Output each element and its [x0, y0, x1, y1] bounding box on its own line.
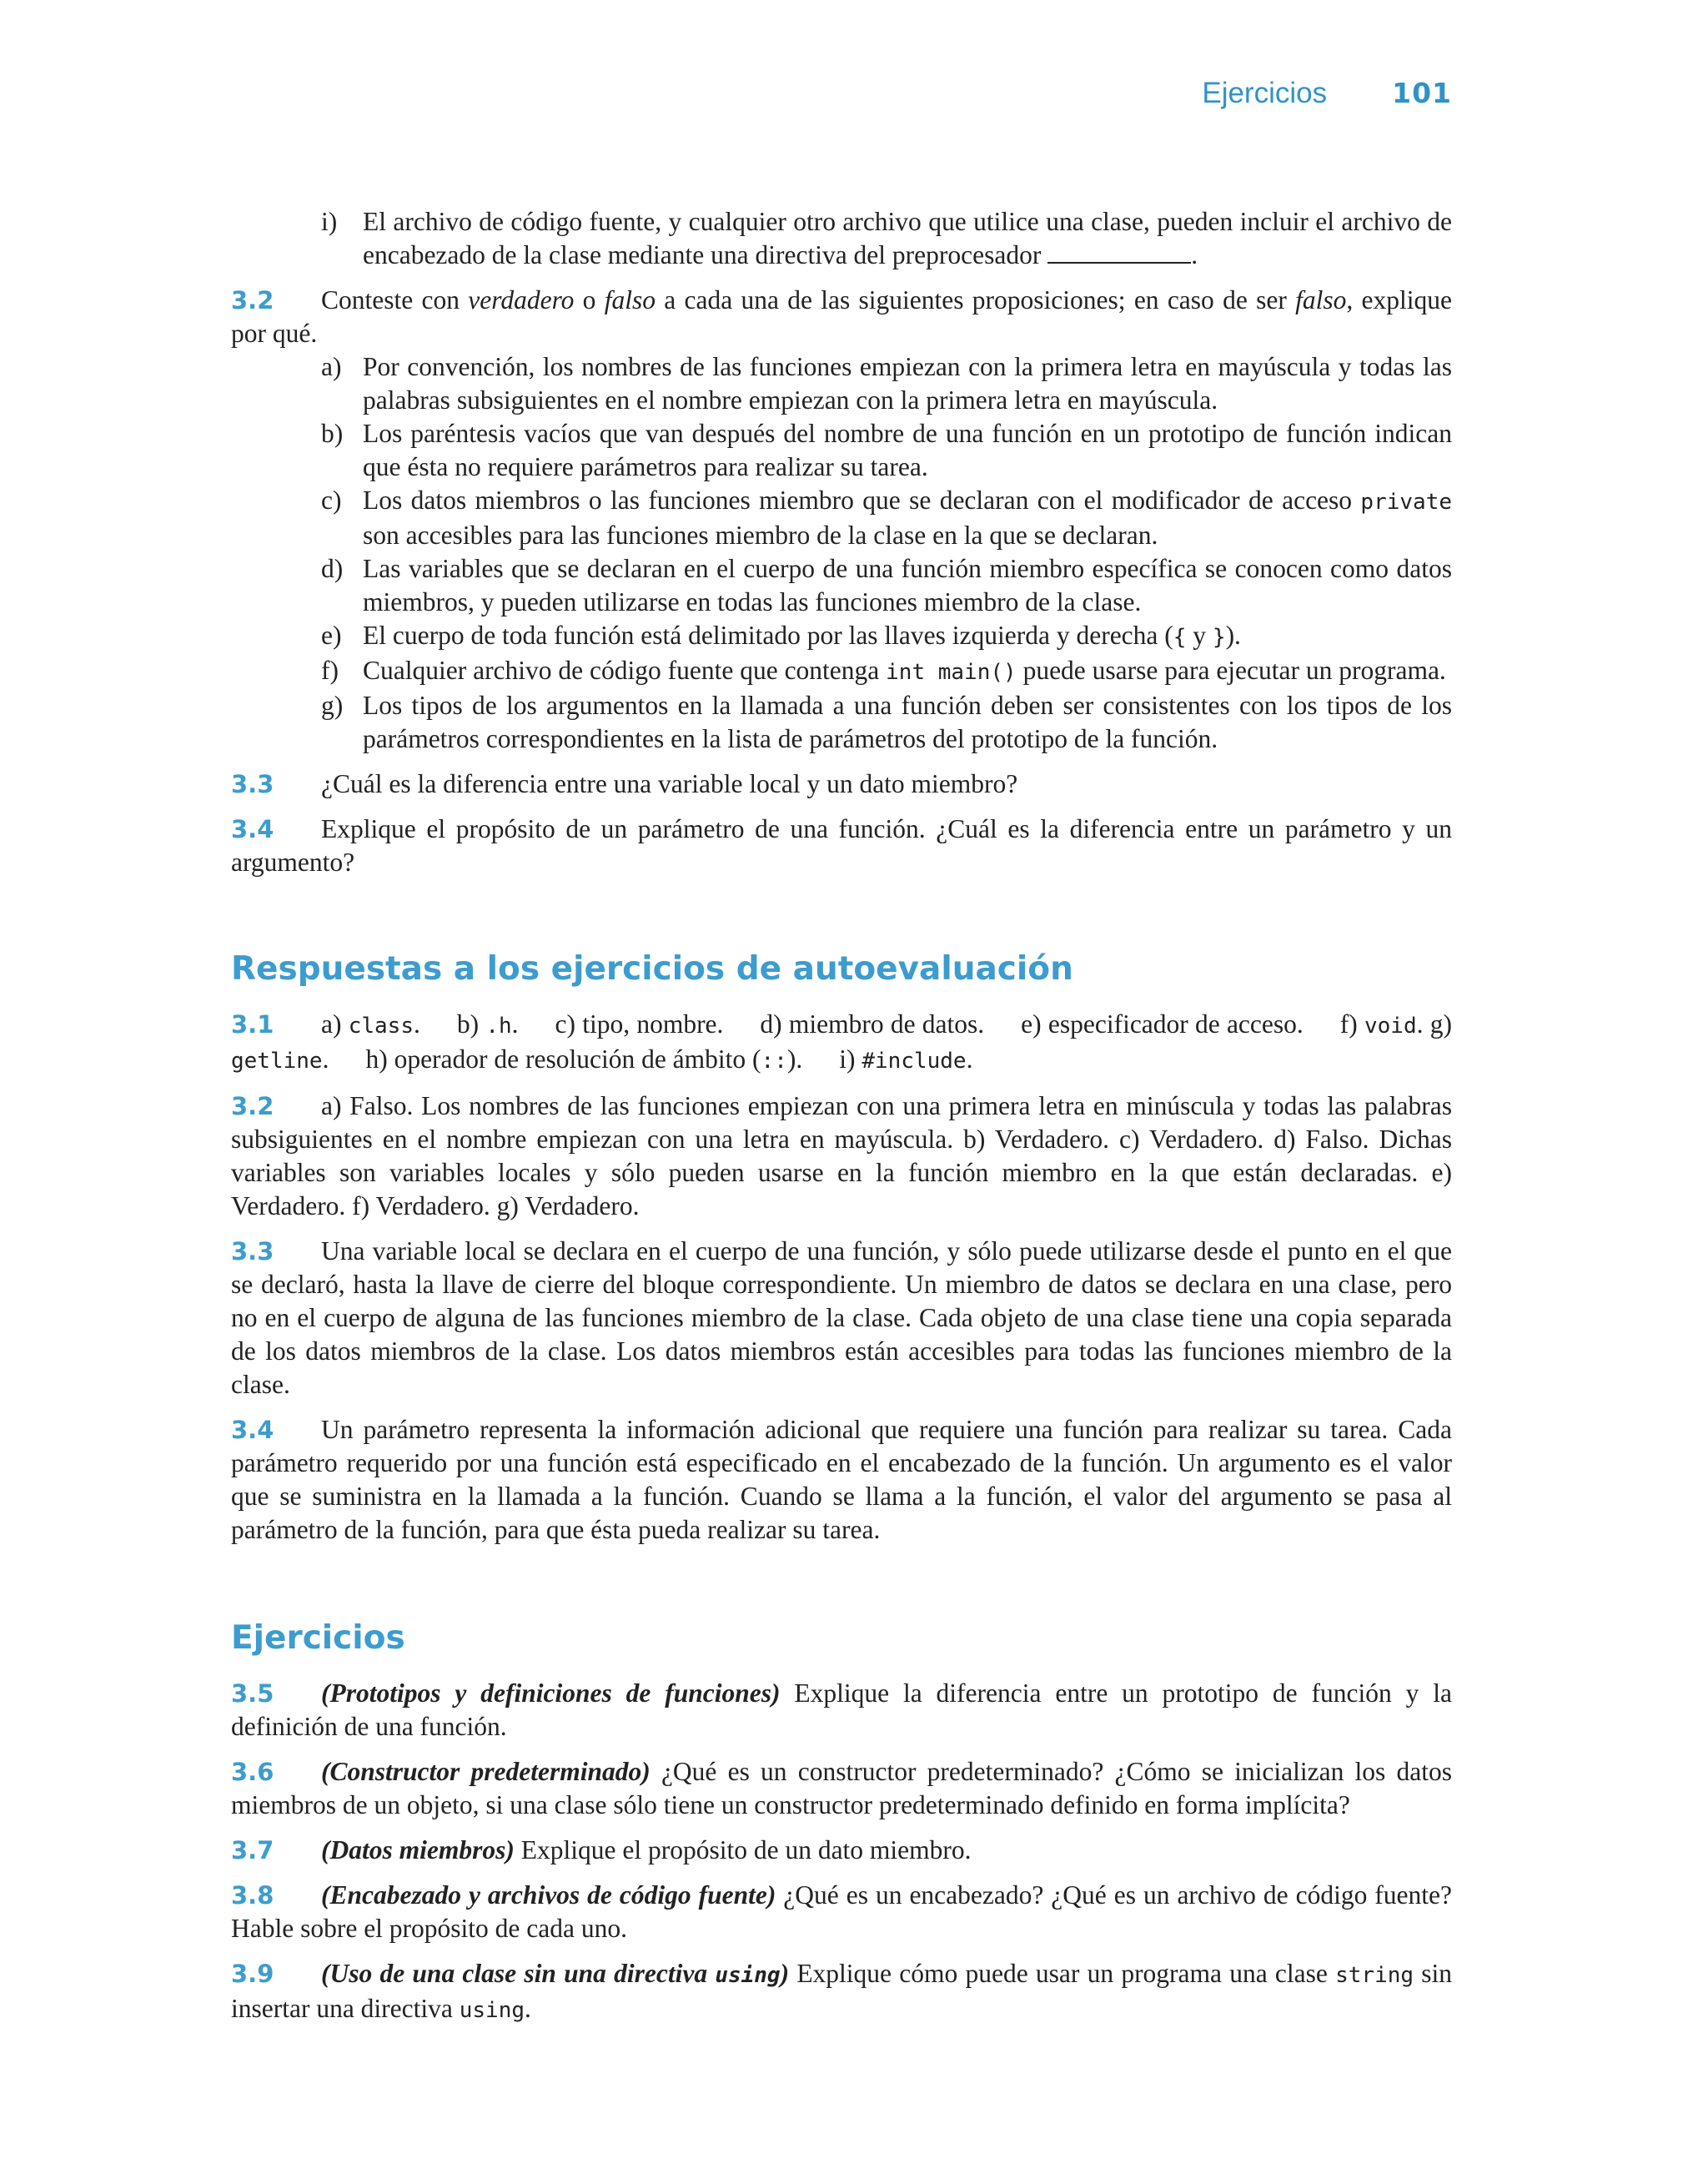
page-header	[1202, 77, 1452, 110]
answers-section-title: Respuestas a los ejercicios de autoevaluación	[231, 950, 1073, 988]
answer-3-3: 3.3 Una variable local se declara en el cuerpo de una función, y sólo puede utilizarse desde el punto en el que se declaró, hasta la llave de cierre del bloque correspondiente. Un miembro de datos se declara en una clase, pero no en el cuerpo de alguna de las funciones miembro de la clase. Cada objeto de una clase tiene una copia separada de los datos miembros de la clase. Los datos miembros están accesibles para todas las funciones miembro de la clase.	[231, 1236, 1452, 1399]
exercises-section-title: Ejercicios	[231, 1619, 405, 1657]
exercise-number: 3.5	[231, 1679, 274, 1708]
exercise-3-2-items	[321, 350, 1452, 756]
answer-number: 3.1	[231, 1010, 274, 1039]
list-item: b) Los paréntesis vacíos que van después del nombre de una función en un prototipo de función indican que ésta no requiere parámetros para realizar su tarea.	[321, 419, 1452, 481]
answer-3-4: 3.4 Un parámetro representa la información adicional que requiere una función para realizar su tarea. Cada parámetro requerido por una función está especificado en el encabezado de la función. Un argumento es el valor que se suministra en la llamada a la función. Cuando se llama a la función, el valor del argumento se pasa al parámetro de la función, para que ésta pueda realizar su tarea.	[231, 1415, 1452, 1544]
exercise-title: (Uso de una clase sin una directiva using)	[321, 1959, 790, 1988]
answer-number: 3.4	[231, 1416, 274, 1444]
exercise-number: 3.8	[231, 1881, 274, 1910]
exercise-title: (Constructor predeterminado)	[321, 1757, 651, 1786]
answer-3-2: 3.2 a) Falso. Los nombres de las funciones empiezan con una primera letra en minúscula y todas las palabras subsiguientes en el nombre empiezan con una letra en mayúscula. b) Verdadero. c) Verdadero. d) Falso. Dichas variables son variables locales y sólo pueden usarse en la función miembro en la que están declaradas. e) Verdadero. f) Verdadero. g) Verdadero.	[231, 1091, 1452, 1220]
page-content	[231, 205, 1452, 2039]
exercise-number: 3.6	[231, 1758, 274, 1786]
item-label: i)	[321, 207, 338, 236]
exercise-number: 3.7	[231, 1836, 274, 1864]
item-text: El archivo de código fuente, y cualquier otro archivo que utilice una clase, pueden incluir el archivo de encabezado de la clase mediante una directiva del preprocesador .	[363, 207, 1452, 269]
exercise-3-1-continued	[321, 205, 1452, 272]
list-item: d) Las variables que se declaran en el cuerpo de una función miembro específica se conocen como datos miembros, y pueden utilizarse en todas las funciones miembro de la clase.	[321, 554, 1452, 616]
exercise-title: (Encabezado y archivos de código fuente)	[321, 1880, 776, 1910]
list-item: e) El cuerpo de toda función está delimitado por las llaves izquierda y derecha ({ y }).	[321, 621, 1241, 650]
exercise-3-4: 3.4 Explique el propósito de un parámetro de una función. ¿Cuál es la diferencia entre un parámetro y un argumento?	[231, 814, 1452, 877]
list-item: a) Por convención, los nombres de las funciones empiezan con la primera letra en mayúscula y todas las palabras subsiguientes en el nombre empiezan con la primera letra en mayúscula.	[321, 352, 1452, 415]
code-brace: }	[1212, 625, 1226, 650]
code-keyword: int main()	[886, 660, 1017, 685]
list-item: f) Cualquier archivo de código fuente que contenga int main() puede usarse para ejecutar un programa.	[321, 656, 1446, 685]
exercise-3-5: 3.5 (Prototipos y definiciones de funciones) Explique la diferencia entre un prototipo de función y la definición de una función.	[231, 1678, 1452, 1741]
exercise-3-6: 3.6 (Constructor predeterminado) ¿Qué es un constructor predeterminado? ¿Cómo se inicializan los datos miembros de un objeto, si una clase sólo tiene un constructor predeterminado definido en forma implícita?	[231, 1757, 1452, 1819]
code-brace: {	[1173, 625, 1187, 650]
answer-3-1: 3.1 a) class. b) .h. c) tipo, nombre. d) miembro de datos. e) especificador de acceso. f) void. g) getline. h) operador de resolución de ámbito (::). i) #include.	[231, 1009, 1452, 1074]
exercise-3-7: 3.7 (Datos miembros) Explique el propósito de un dato miembro.	[231, 1834, 1452, 1867]
answer-number: 3.3	[231, 1237, 274, 1266]
exercise-number: 3.9	[231, 1960, 274, 1988]
code-keyword: private	[1360, 490, 1452, 515]
exercise-3-8: 3.8 (Encabezado y archivos de código fuente) ¿Qué es un encabezado? ¿Qué es un archivo de código fuente? Hable sobre el propósito de cada uno.	[231, 1880, 1452, 1943]
answer-number: 3.2	[231, 1092, 274, 1120]
exercise-3-9: 3.9 (Uso de una clase sin una directiva using) Explique cómo puede usar un programa una clase string sin insertar una directiva using.	[231, 1959, 1453, 2023]
exercise-3-2: 3.2 Conteste con verdadero o falso a cada una de las siguientes proposiciones; en caso de ser falso, explique por qué.	[231, 285, 1452, 348]
exercise-title: (Datos miembros)	[321, 1835, 515, 1864]
exercise-3-3: 3.3 ¿Cuál es la diferencia entre una variable local y un dato miembro?	[231, 767, 1452, 801]
page-number: 101	[1392, 77, 1452, 109]
list-item: c) Los datos miembros o las funciones miembro que se declaran con el modificador de acceso private son accesibles para las funciones miembro de la clase en la que se declaran.	[321, 486, 1452, 550]
list-item: g) Los tipos de los argumentos en la llamada a una función deben ser consistentes con los tipos de los parámetros correspondientes en la lista de parámetros del prototipo de la función.	[321, 691, 1452, 753]
running-title: Ejercicios	[1202, 77, 1328, 109]
fill-in-blank	[1047, 240, 1191, 264]
exercise-number: 3.3	[231, 770, 274, 798]
exercise-number: 3.4	[231, 815, 274, 843]
exercise-number: 3.2	[231, 286, 274, 315]
exercise-title: (Prototipos y definiciones de funciones)	[321, 1678, 781, 1708]
list-item	[321, 205, 1452, 272]
